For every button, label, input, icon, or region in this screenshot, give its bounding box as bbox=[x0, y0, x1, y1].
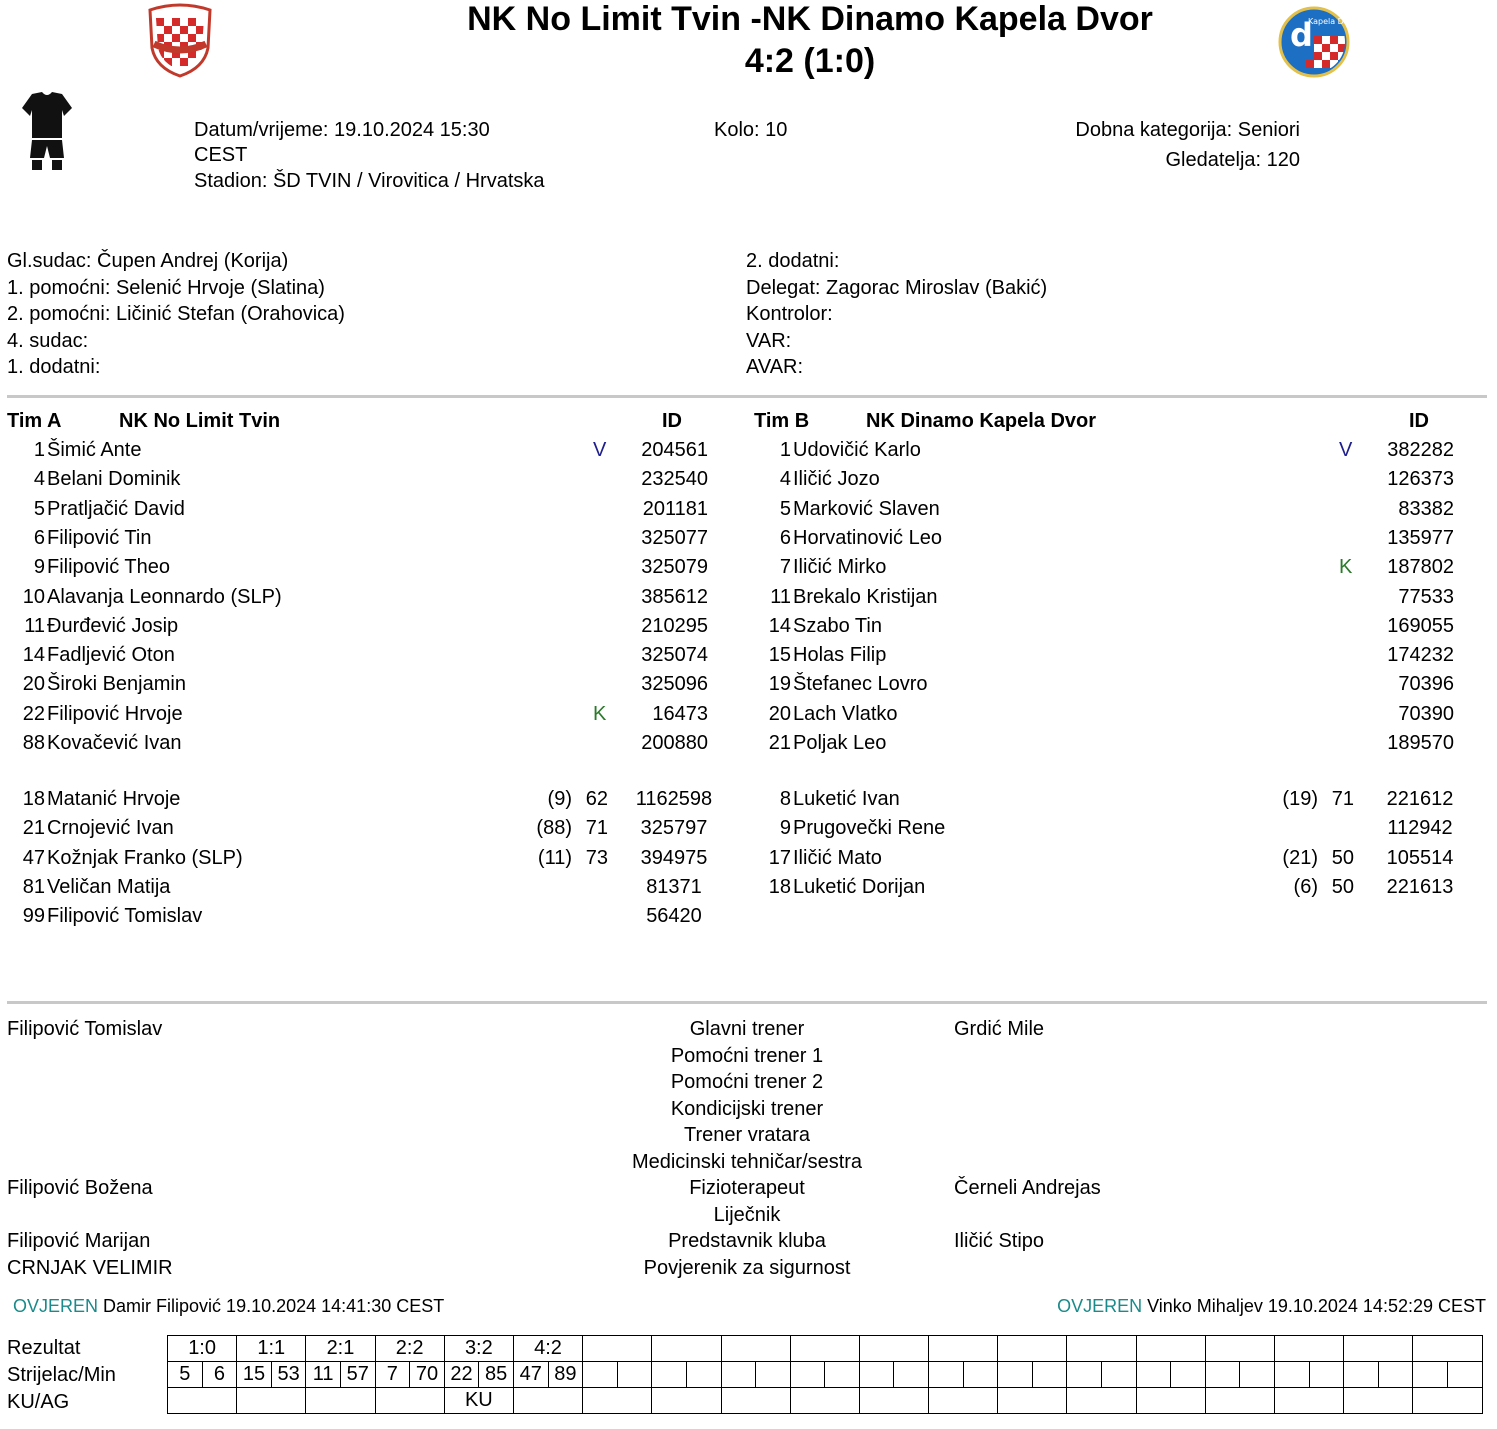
player-number: 18 bbox=[22, 788, 45, 810]
staff-home-name: Filipović Tomislav bbox=[7, 1018, 163, 1040]
player-name: Široki Benjamin bbox=[47, 673, 186, 696]
staff-role: Liječnik bbox=[713, 1203, 781, 1226]
scorer-minute-cell bbox=[1171, 1362, 1206, 1388]
scorer-minute-cell bbox=[756, 1362, 791, 1388]
scorer-minute-cell bbox=[963, 1362, 998, 1388]
result-score-cell bbox=[583, 1336, 652, 1362]
scorer-number-cell bbox=[859, 1362, 894, 1388]
match-score: 4:2 (1:0) bbox=[744, 42, 876, 80]
sub-replaced: (6) bbox=[1293, 875, 1318, 898]
sub-minute: 50 bbox=[1331, 875, 1354, 898]
player-id: 189570 bbox=[1387, 732, 1454, 754]
scorer-number-cell: 15 bbox=[237, 1362, 272, 1388]
dinamo-badge-icon bbox=[1278, 6, 1357, 78]
player-number: 6 bbox=[779, 526, 791, 549]
result-score-cell: 1:0 bbox=[168, 1336, 237, 1362]
player-number: 21 bbox=[22, 817, 45, 840]
goal-type-cell bbox=[1136, 1388, 1205, 1414]
staff-home-name: Filipović Marijan bbox=[7, 1230, 151, 1252]
player-id: 201181 bbox=[642, 497, 708, 520]
player-number: 1 bbox=[33, 439, 45, 461]
spectators: Gledatelja: 120 bbox=[1165, 149, 1300, 171]
goal-type-cell: KU bbox=[444, 1388, 513, 1414]
goal-type-cell bbox=[168, 1388, 237, 1414]
staff-role: Predstavnik kluba bbox=[668, 1230, 826, 1252]
verified-text-right: Vinko Mihaljev 19.10.2024 14:52:29 CEST bbox=[1147, 1296, 1486, 1316]
sub-replaced: (21) bbox=[1282, 846, 1318, 869]
scorer-minute-cell: 6 bbox=[202, 1362, 237, 1388]
sub-minute: 73 bbox=[585, 846, 608, 869]
player-id: 221613 bbox=[1386, 875, 1454, 898]
player-name: Horvatinović Leo bbox=[793, 526, 942, 549]
player-id: 81371 bbox=[646, 875, 702, 898]
verified-status-left: OVJEREN bbox=[13, 1296, 99, 1316]
player-name: Brekalo Kristijan bbox=[793, 585, 938, 608]
verification-right bbox=[1057, 1296, 1486, 1317]
player-number: 10 bbox=[22, 585, 45, 608]
kuag-label: KU/AG bbox=[7, 1391, 70, 1413]
player-name: Belani Dominik bbox=[47, 468, 181, 491]
team-a-name: NK No Limit Tvin bbox=[119, 410, 281, 432]
home-logo bbox=[146, 4, 214, 78]
result-score-cell bbox=[1205, 1336, 1274, 1362]
player-number: 4 bbox=[779, 468, 791, 491]
result-score-cell bbox=[998, 1336, 1067, 1362]
player-id: 169055 bbox=[1387, 614, 1454, 637]
player-name: Poljak Leo bbox=[793, 732, 887, 754]
goal-type-cell bbox=[583, 1388, 652, 1414]
result-score-cell bbox=[652, 1336, 721, 1362]
player-name: Luketić Dorijan bbox=[793, 875, 926, 898]
result-score-cell: 2:1 bbox=[306, 1336, 375, 1362]
goal-type-cell bbox=[1344, 1388, 1413, 1414]
player-number: 5 bbox=[779, 497, 791, 520]
verification-left bbox=[13, 1296, 444, 1317]
scorer-minute-cell bbox=[1447, 1362, 1482, 1388]
verified-status-right: OVJEREN bbox=[1057, 1296, 1143, 1316]
player-id: 174232 bbox=[1387, 644, 1454, 667]
player-id: 126373 bbox=[1387, 468, 1454, 491]
player-number: 6 bbox=[33, 526, 45, 549]
goal-type-cell bbox=[1413, 1388, 1483, 1414]
player-name: Udovičić Karlo bbox=[793, 439, 921, 461]
player-name: Holas Filip bbox=[793, 644, 887, 667]
player-id: 221612 bbox=[1386, 788, 1454, 810]
team-a-label: Tim A bbox=[7, 410, 62, 432]
staff-home-name: Filipović Božena bbox=[7, 1177, 153, 1199]
official-line: VAR: bbox=[746, 329, 792, 352]
player-number: 99 bbox=[22, 905, 45, 928]
player-name: Kožnjak Franko (SLP) bbox=[47, 846, 243, 869]
player-name: Pratljačić David bbox=[47, 497, 185, 520]
sub-minute: 71 bbox=[1331, 788, 1354, 810]
scorer-minute-cell bbox=[1240, 1362, 1275, 1388]
player-id: 83382 bbox=[1398, 497, 1454, 520]
result-score-cell bbox=[721, 1336, 790, 1362]
result-score-cell bbox=[929, 1336, 998, 1362]
player-number: 47 bbox=[22, 846, 45, 869]
player-number: 19 bbox=[768, 673, 791, 696]
scorer-number-cell bbox=[1067, 1362, 1102, 1388]
player-name: Kovačević Ivan bbox=[47, 732, 182, 754]
player-id: 135977 bbox=[1387, 526, 1454, 549]
player-name: Fadljević Oton bbox=[47, 644, 175, 667]
scorer-number-cell bbox=[1205, 1362, 1240, 1388]
player-name: Marković Slaven bbox=[793, 497, 940, 520]
goalkeeper-mark: V bbox=[1339, 439, 1353, 461]
scorer-number-cell bbox=[721, 1362, 756, 1388]
player-name: Luketić Ivan bbox=[793, 788, 900, 810]
result-score-cell bbox=[1344, 1336, 1413, 1362]
goal-type-cell bbox=[1067, 1388, 1136, 1414]
player-name: Filipović Tin bbox=[47, 526, 152, 549]
scorer-minute-cell: 57 bbox=[340, 1362, 375, 1388]
player-id: 105514 bbox=[1386, 846, 1454, 869]
player-name: Iličić Mato bbox=[793, 846, 882, 869]
scorer-number-cell bbox=[1413, 1362, 1448, 1388]
player-number: 5 bbox=[33, 497, 45, 520]
goal-type-cell bbox=[652, 1388, 721, 1414]
match-title: NK No Limit Tvin -NK Dinamo Kapela Dvor bbox=[467, 0, 1153, 38]
result-score-cell bbox=[790, 1336, 859, 1362]
team-a-id-header: ID bbox=[662, 410, 682, 432]
player-number: 21 bbox=[768, 732, 791, 754]
scorer-minute-cell bbox=[825, 1362, 860, 1388]
scorer-number-cell: 7 bbox=[375, 1362, 410, 1388]
scorer-minute-cell bbox=[1102, 1362, 1137, 1388]
result-score-cell bbox=[1136, 1336, 1205, 1362]
player-number: 20 bbox=[768, 702, 791, 725]
scorer-minute-cell bbox=[1309, 1362, 1344, 1388]
scorer-number-cell: 47 bbox=[513, 1362, 548, 1388]
match-datetime: Datum/vrijeme: 19.10.2024 15:30 bbox=[194, 119, 490, 141]
captain-mark: K bbox=[593, 702, 607, 725]
official-line: 1. dodatni: bbox=[7, 356, 101, 378]
player-number: 7 bbox=[779, 556, 791, 579]
player-name: Lach Vlatko bbox=[793, 702, 898, 725]
staff-role: Kondicijski trener bbox=[670, 1097, 824, 1120]
staff-role: Pomoćni trener 2 bbox=[670, 1071, 824, 1093]
sub-minute: 71 bbox=[585, 817, 608, 840]
staff-role: Pomoćni trener 1 bbox=[670, 1044, 824, 1067]
player-number: 14 bbox=[22, 644, 45, 667]
official-line: Kontrolor: bbox=[746, 303, 833, 325]
staff-home-name: CRNJAK VELIMIR bbox=[7, 1256, 173, 1279]
staff-role: Fizioterapeut bbox=[689, 1177, 805, 1199]
scorer-number-cell: 22 bbox=[444, 1362, 479, 1388]
player-id: 56420 bbox=[646, 905, 702, 928]
goal-type-cell bbox=[721, 1388, 790, 1414]
player-number: 11 bbox=[770, 585, 791, 608]
result-score-cell: 1:1 bbox=[237, 1336, 306, 1362]
player-name: Szabo Tin bbox=[793, 614, 882, 637]
player-name: Iličić Mirko bbox=[793, 556, 887, 579]
scorer-number-cell bbox=[652, 1362, 687, 1388]
player-number: 17 bbox=[768, 846, 791, 869]
player-id: 325077 bbox=[641, 526, 708, 549]
kit-icon bbox=[22, 92, 72, 170]
goal-type-cell bbox=[859, 1388, 928, 1414]
scorer-minute-cell bbox=[894, 1362, 929, 1388]
match-round: Kolo: 10 bbox=[714, 119, 788, 141]
player-number: 8 bbox=[779, 788, 791, 810]
scorer-number-cell bbox=[998, 1362, 1033, 1388]
player-number: 9 bbox=[33, 556, 45, 579]
player-number: 11 bbox=[24, 614, 45, 637]
sub-replaced: (9) bbox=[547, 788, 572, 810]
sub-replaced: (88) bbox=[536, 817, 572, 840]
scorer-label: Strijelac/Min bbox=[7, 1364, 116, 1386]
staff-away-name: Grdić Mile bbox=[954, 1018, 1045, 1040]
player-id: 204561 bbox=[641, 439, 708, 461]
team-b-id-header: ID bbox=[1409, 410, 1429, 432]
result-score-cell bbox=[1275, 1336, 1344, 1362]
scorer-number-cell bbox=[583, 1362, 618, 1388]
player-name: Filipović Hrvoje bbox=[47, 702, 183, 725]
player-id: 394975 bbox=[640, 846, 708, 869]
official-line: 2. dodatni: bbox=[746, 250, 840, 272]
player-id: 325079 bbox=[641, 556, 708, 579]
goal-type-cell bbox=[237, 1388, 306, 1414]
player-id: 70390 bbox=[1398, 702, 1454, 725]
goal-type-cell bbox=[513, 1388, 582, 1414]
player-id: 1162598 bbox=[635, 788, 713, 810]
player-id: 385612 bbox=[641, 585, 708, 608]
staff-role: Medicinski tehničar/sestra bbox=[631, 1150, 863, 1173]
scorer-minute-cell: 70 bbox=[410, 1362, 445, 1388]
player-id: 70396 bbox=[1398, 673, 1454, 696]
scorer-number-cell bbox=[790, 1362, 825, 1388]
sub-minute: 50 bbox=[1331, 846, 1354, 869]
captain-mark: K bbox=[1339, 556, 1353, 579]
player-name: Filipović Theo bbox=[47, 556, 171, 579]
scorer-minute-cell: 89 bbox=[548, 1362, 583, 1388]
sub-minute: 62 bbox=[585, 788, 608, 810]
result-score-cell: 2:2 bbox=[375, 1336, 444, 1362]
result-score-cell: 3:2 bbox=[444, 1336, 513, 1362]
staff-away-name: Černeli Andrejas bbox=[954, 1177, 1101, 1199]
scorer-minute-cell bbox=[1032, 1362, 1067, 1388]
scorer-number-cell bbox=[1275, 1362, 1310, 1388]
player-number: 4 bbox=[33, 468, 45, 491]
player-id: 200880 bbox=[641, 732, 708, 754]
player-name: Đurđević Josip bbox=[47, 614, 179, 637]
away-logo bbox=[1278, 6, 1357, 78]
official-line: Gl.sudac: Čupen Andrej (Korija) bbox=[7, 250, 289, 272]
player-id: 112942 bbox=[1387, 817, 1453, 840]
goal-type-cell bbox=[1275, 1388, 1344, 1414]
official-line: AVAR: bbox=[746, 356, 804, 378]
scorer-minute-cell: 85 bbox=[479, 1362, 514, 1388]
svg-text:Kapela Dvor: Kapela Dvor bbox=[1308, 17, 1357, 26]
player-id: 16473 bbox=[652, 702, 708, 725]
sub-replaced: (11) bbox=[537, 846, 572, 869]
match-timezone: CEST bbox=[194, 144, 248, 166]
player-id: 187802 bbox=[1387, 556, 1454, 579]
staff-role: Glavni trener bbox=[689, 1018, 805, 1040]
player-name: Alavanja Leonnardo (SLP) bbox=[47, 585, 282, 608]
player-number: 15 bbox=[768, 644, 791, 667]
player-id: 325797 bbox=[640, 817, 708, 840]
staff-role: Povjerenik za sigurnost bbox=[643, 1256, 851, 1279]
goal-type-cell bbox=[790, 1388, 859, 1414]
player-number: 9 bbox=[779, 817, 791, 840]
player-id: 325074 bbox=[641, 644, 708, 667]
match-stadium: Stadion: ŠD TVIN / Virovitica / Hrvatska bbox=[194, 170, 545, 192]
verified-text-left: Damir Filipović 19.10.2024 14:41:30 CEST bbox=[103, 1296, 445, 1316]
player-number: 18 bbox=[768, 875, 791, 898]
age-category: Dobna kategorija: Seniori bbox=[1075, 119, 1300, 141]
scorer-number-cell bbox=[1344, 1362, 1379, 1388]
goal-type-cell bbox=[306, 1388, 375, 1414]
player-name: Filipović Tomislav bbox=[47, 905, 203, 928]
team-b-name: NK Dinamo Kapela Dvor bbox=[866, 410, 1097, 432]
player-id: 232540 bbox=[641, 468, 708, 491]
scorer-number-cell bbox=[929, 1362, 964, 1388]
player-number: 20 bbox=[22, 673, 45, 696]
player-number: 22 bbox=[22, 702, 45, 725]
player-name: Prugovečki Rene bbox=[793, 817, 946, 840]
player-name: Šimić Ante bbox=[47, 439, 142, 461]
player-id: 77533 bbox=[1398, 585, 1454, 608]
player-id: 325096 bbox=[641, 673, 708, 696]
scorer-minute-cell bbox=[1378, 1362, 1413, 1388]
player-id: 382282 bbox=[1387, 439, 1454, 461]
svg-text:d: d bbox=[1290, 16, 1313, 54]
scorer-minute-cell: 53 bbox=[271, 1362, 306, 1388]
result-score-cell bbox=[1413, 1336, 1483, 1362]
sub-replaced: (19) bbox=[1282, 788, 1318, 810]
result-label: Rezultat bbox=[7, 1337, 81, 1359]
scorer-number-cell: 11 bbox=[306, 1362, 341, 1388]
player-name: Veličan Matija bbox=[47, 875, 171, 898]
player-id: 210295 bbox=[641, 614, 708, 637]
player-number: 1 bbox=[779, 439, 791, 461]
official-line: 4. sudac: bbox=[7, 329, 89, 352]
team-b-label: Tim B bbox=[754, 410, 810, 432]
player-name: Štefanec Lovro bbox=[793, 673, 928, 696]
goal-type-cell bbox=[998, 1388, 1067, 1414]
croatian-checkerboard-shield-icon bbox=[146, 4, 214, 78]
player-number: 81 bbox=[22, 875, 45, 898]
official-line: 1. pomoćni: Selenić Hrvoje (Slatina) bbox=[7, 276, 325, 299]
goalkeeper-mark: V bbox=[593, 439, 607, 461]
staff-role: Trener vratara bbox=[684, 1124, 810, 1146]
result-score-cell: 4:2 bbox=[513, 1336, 582, 1362]
scorer-number-cell bbox=[1136, 1362, 1171, 1388]
official-line: Delegat: Zagorac Miroslav (Bakić) bbox=[746, 276, 1048, 299]
result-score-cell bbox=[1067, 1336, 1136, 1362]
divider-top bbox=[7, 395, 1487, 398]
official-line: 2. pomoćni: Ličinić Stefan (Orahovica) bbox=[7, 303, 345, 325]
player-number: 14 bbox=[768, 614, 791, 637]
staff-away-name: Iličić Stipo bbox=[954, 1230, 1045, 1252]
goal-type-cell bbox=[929, 1388, 998, 1414]
divider-middle bbox=[7, 1001, 1487, 1004]
result-table bbox=[167, 1335, 1483, 1414]
player-number: 88 bbox=[22, 732, 45, 754]
result-score-cell bbox=[859, 1336, 928, 1362]
goal-type-cell bbox=[375, 1388, 444, 1414]
scorer-minute-cell bbox=[617, 1362, 652, 1388]
player-name: Crnojević Ivan bbox=[47, 817, 174, 840]
goal-type-cell bbox=[1205, 1388, 1274, 1414]
scorer-number-cell: 5 bbox=[168, 1362, 203, 1388]
scorer-minute-cell bbox=[686, 1362, 721, 1388]
player-name: Matanić Hrvoje bbox=[47, 788, 181, 810]
player-name: Iličić Jozo bbox=[793, 468, 880, 491]
